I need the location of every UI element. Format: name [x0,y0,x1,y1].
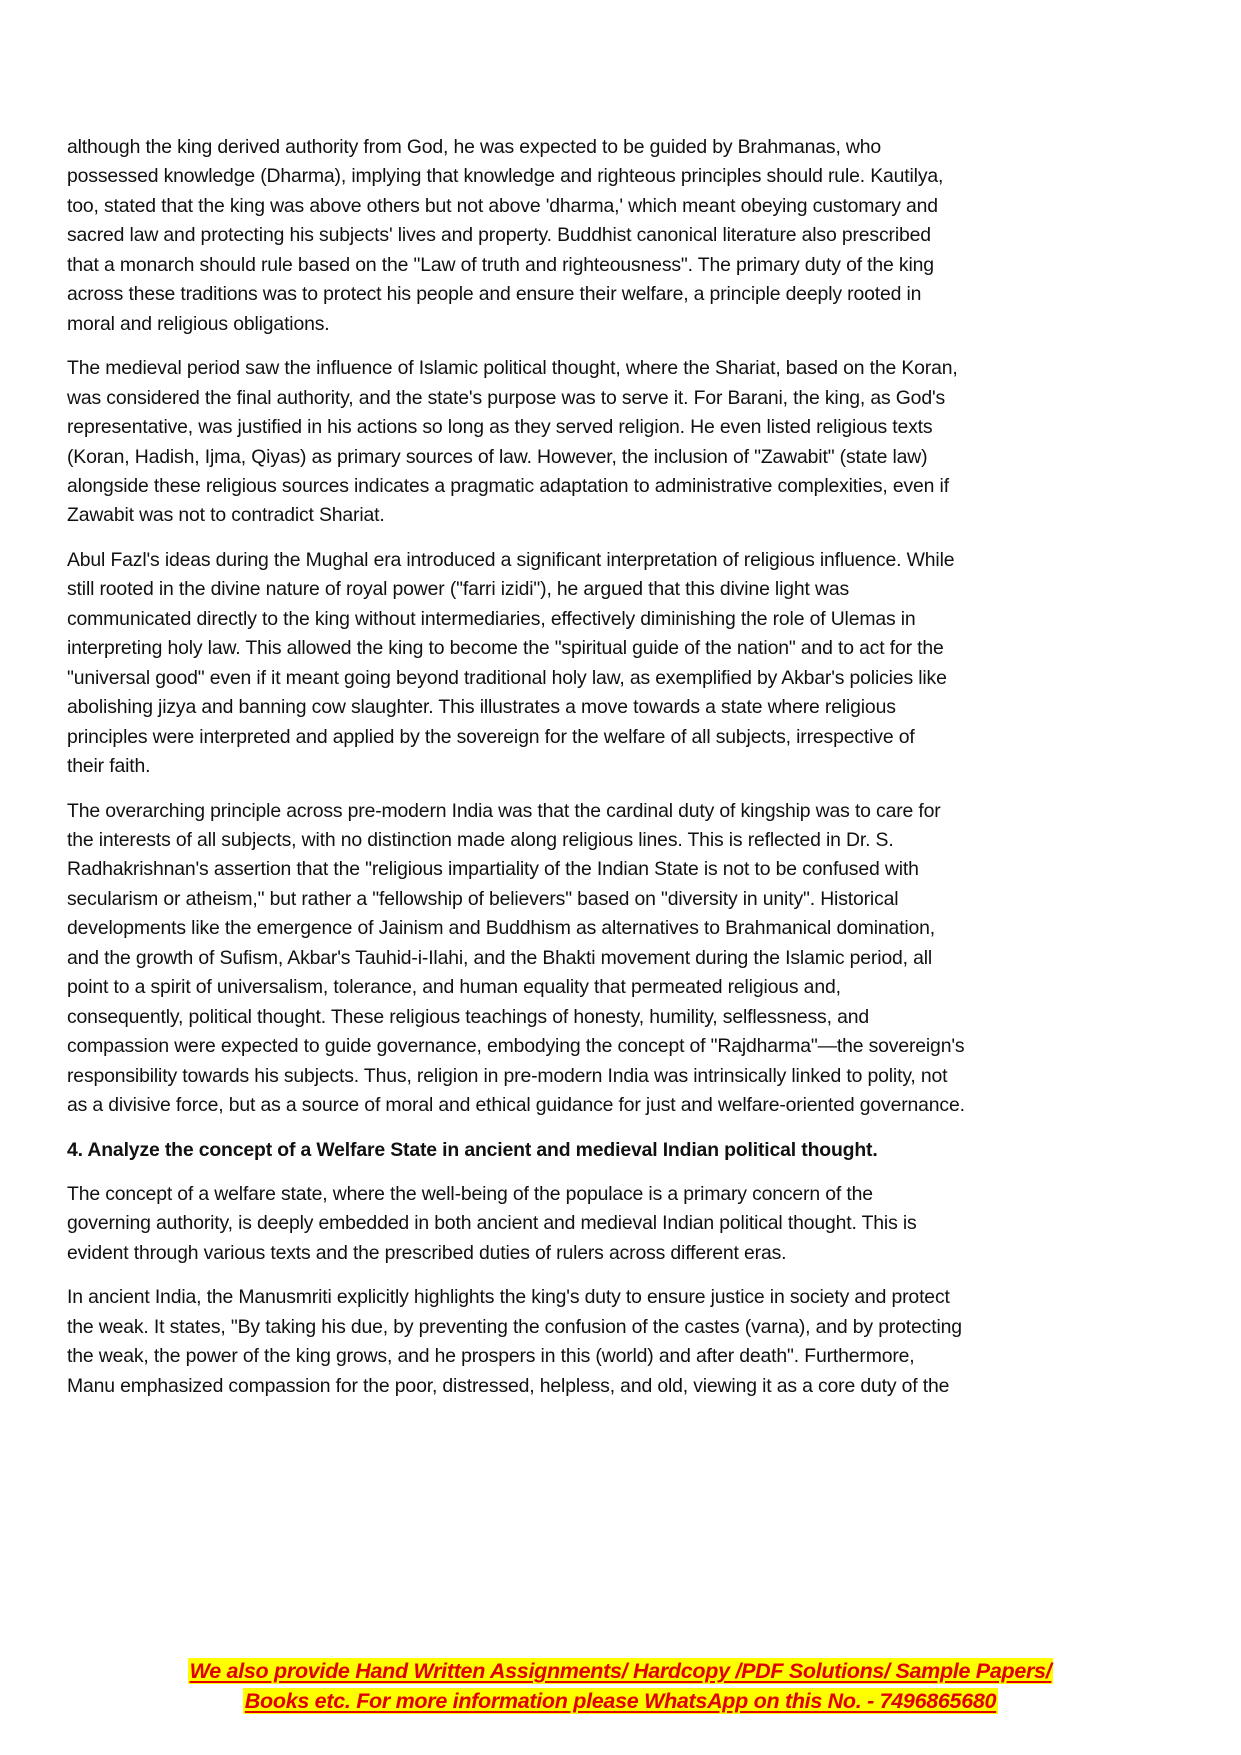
text-line: consequently, political thought. These religious teachings of honesty, humility, selflessness, and [67,1005,869,1028]
text-line: abolishing jizya and banning cow slaughter. This illustrates a move towards a state where religious [67,696,896,719]
promo-footer-banner [0,1656,1241,1716]
text-line: communicated directly to the king without intermediaries, effectively diminishing the role of Ulemas in [67,607,916,630]
paragraph-abul-fazl [67,546,1035,782]
text-line: the interests of all subjects, with no distinction made along religious lines. This is reflected in Dr. S. [67,828,894,851]
text-line: principles were interpreted and applied by the sovereign for the welfare of all subjects, irrespective of [67,725,915,748]
text-line: Radhakrishnan's assertion that the "religious impartiality of the Indian State is not to be confused with [67,858,919,881]
heading-text: 4. Analyze the concept of a Welfare State in ancient and medieval Indian political thought. [67,1138,878,1161]
promo-line: We also provide Hand Written Assignments/ Hardcopy /PDF Solutions/ Sample Papers/ [189,1659,1052,1683]
text-line: alongside these religious sources indicates a pragmatic adaptation to administrative complexities, even if [67,474,949,497]
text-line: The overarching principle across pre-modern India was that the cardinal duty of kingship was to care for [67,799,941,822]
text-line: governing authority, is deeply embedded in both ancient and medieval Indian political thought. This is [67,1212,917,1235]
text-line: across these traditions was to protect his people and ensure their welfare, a principle deeply rooted in [67,283,922,306]
promo-line-1-wrap [0,1656,1241,1686]
text-line: although the king derived authority from God, he was expected to be guided by Brahmanas, who [67,136,882,158]
text-line: interpreting holy law. This allowed the king to become the "spiritual guide of the nation" and to act for the [67,637,944,660]
text-line: point to a spirit of universalism, tolerance, and human equality that permeated religious and, [67,976,841,999]
paragraph-welfare-intro [67,1180,1035,1268]
text-line: the weak. It states, "By taking his due, by preventing the confusion of the castes (varna), and by protecting [67,1315,962,1338]
text-line: The medieval period saw the influence of Islamic political thought, where the Shariat, based on the Koran, [67,357,958,380]
text-line: Zawabit was not to contradict Shariat. [67,504,385,527]
text-line: as a divisive force, but as a source of moral and ethical guidance for just and welfare-oriented governance. [67,1094,965,1117]
text-line: sacred law and protecting his subjects' lives and property. Buddhist canonical literature also prescribed [67,224,931,247]
question-heading [67,1136,1035,1165]
text-line: and the growth of Sufism, Akbar's Tauhid-i-Ilahi, and the Bhakti movement during the Islamic period, all [67,946,933,969]
text-line: still rooted in the divine nature of royal power ("farri izidi"), he argued that this divine light was [67,578,850,601]
text-line: moral and religious obligations. [67,312,330,335]
text-line: was considered the final authority, and the state's purpose was to serve it. For Barani, the king, as God's [67,386,946,409]
text-line: possessed knowledge (Dharma), implying that knowledge and righteous principles should rule. Kautilya, [67,165,944,188]
text-line: representative, was justified in his actions so long as they served religion. He even listed religious texts [67,416,933,439]
text-line: developments like the emergence of Jainism and Buddhism as alternatives to Brahmanical domination, [67,917,936,940]
paragraph-manusmriti [67,1283,1035,1401]
text-line: secularism or atheism," but rather a "fellowship of believers" based on "diversity in unity". Historical [67,887,899,910]
text-line: In ancient India, the Manusmriti explicitly highlights the king's duty to ensure justice in society and protect [67,1286,950,1309]
text-line: that a monarch should rule based on the "Law of truth and righteousness". The primary duty of the king [67,253,934,276]
promo-line-2-wrap [0,1686,1241,1716]
text-line: responsibility towards his subjects. Thus, religion in pre-modern India was intrinsically linked to polity, not [67,1064,948,1087]
paragraph-overarching-principle [67,797,1035,1121]
paragraph-medieval-islamic [67,354,1035,531]
text-line: their faith. [67,755,151,778]
text-line: The concept of a welfare state, where the well-being of the populace is a primary concern of the [67,1182,873,1205]
text-line: Manu emphasized compassion for the poor, distressed, helpless, and old, viewing it as a core duty of the [67,1374,950,1397]
document-body [67,133,1035,1416]
text-line: evident through various texts and the prescribed duties of rulers across different eras. [67,1241,787,1264]
promo-line-contact: Books etc. For more information please WhatsApp on this No. - 7496865680 [244,1689,997,1713]
text-line: (Koran, Hadish, Ijma, Qiyas) as primary sources of law. However, the inclusion of "Zawabit" (state law) [67,445,928,468]
text-line: too, stated that the king was above others but not above 'dharma,' which meant obeying customary and [67,194,938,217]
text-line: the weak, the power of the king grows, and he prospers in this (world) and after death". Furthermore, [67,1345,915,1368]
text-line: compassion were expected to guide governance, embodying the concept of "Rajdharma"—the sovereign's [67,1035,965,1058]
text-line: "universal good" even if it meant going beyond traditional holy law, as exemplified by Akbar's policies like [67,666,947,689]
paragraph-ancient-kingship [67,133,1035,339]
text-line: Abul Fazl's ideas during the Mughal era introduced a significant interpretation of religious influence. While [67,548,955,571]
